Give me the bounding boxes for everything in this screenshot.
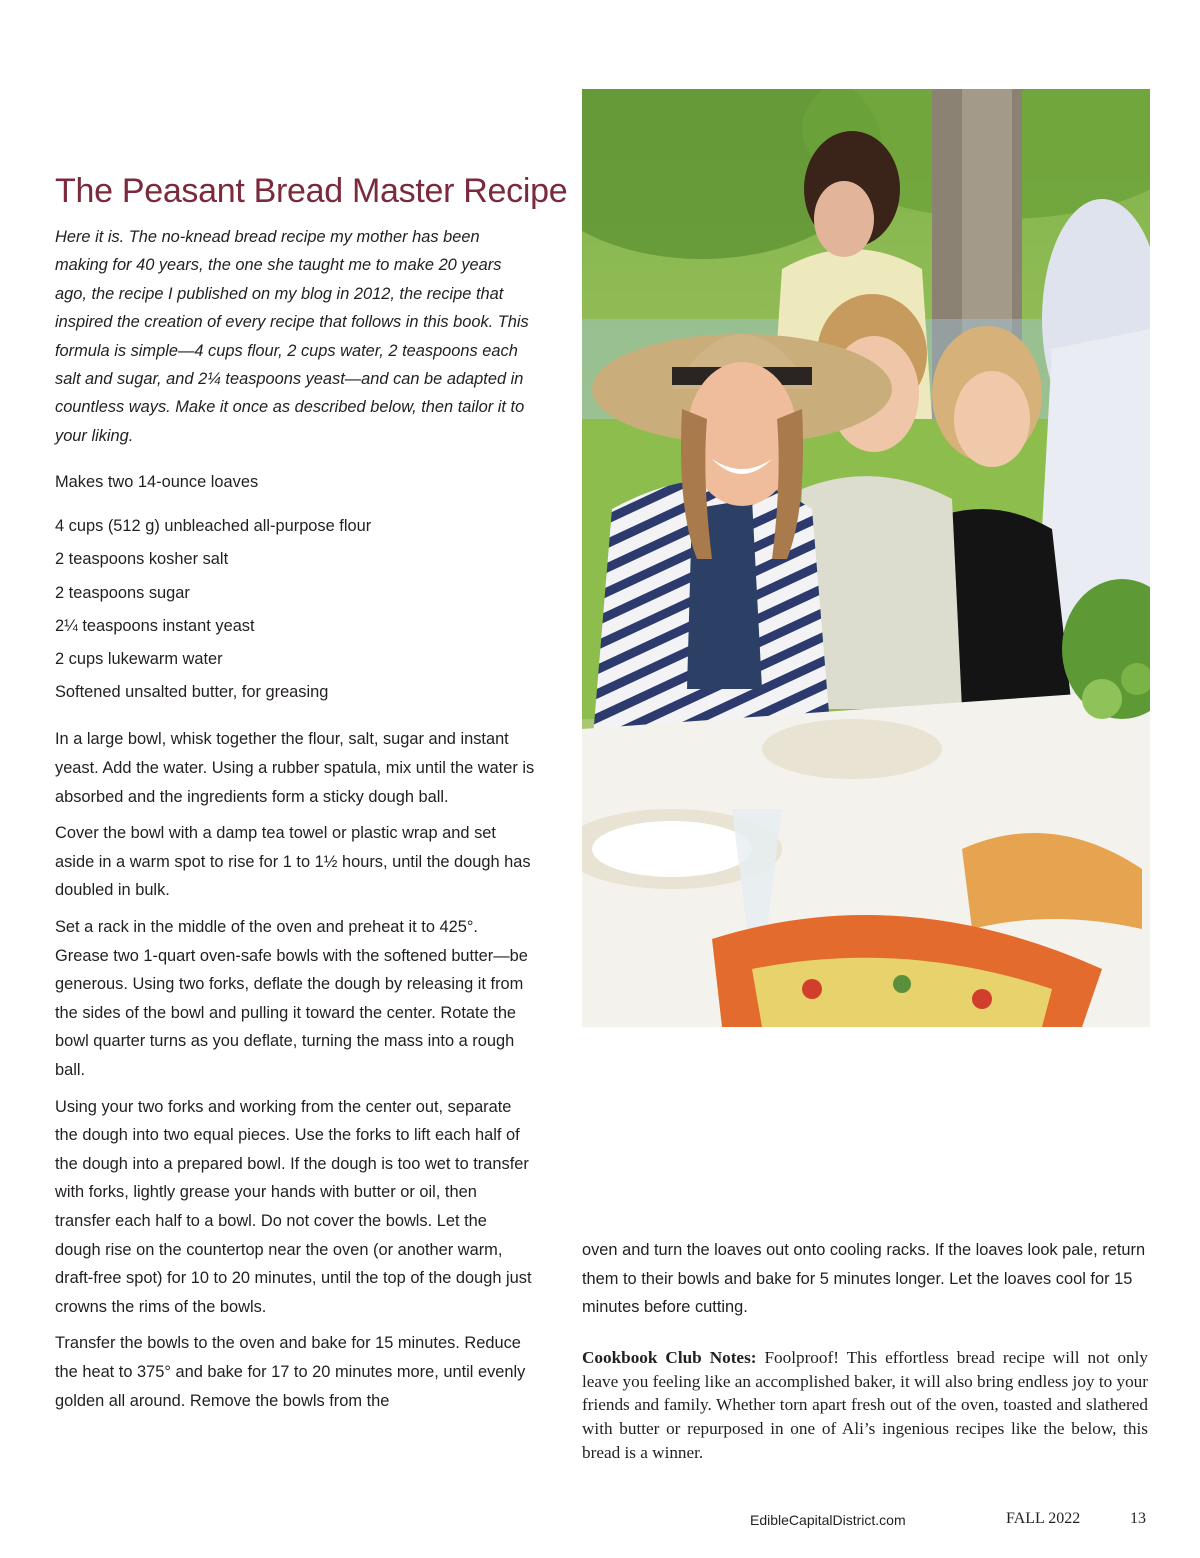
- ingredient-item: 2¼ teaspoons instant yeast: [55, 616, 255, 635]
- recipe-step: Transfer the bowls to the oven and bake for 15 minutes. Reduce the heat to 375° and bake for 17 to 20 minutes more, until evenly golden all around. Remove the bowls from the: [55, 1334, 526, 1410]
- continuation-text: oven and turn the loaves out onto cooling racks. If the loaves look pale, return them to their bowls and bake for 5 minutes longer. Let the loaves cool for 15 minutes before cutting.: [582, 1241, 1146, 1317]
- continuation-column: [582, 1236, 1148, 1465]
- page-footer: [0, 1512, 1200, 1534]
- outdoor-dinner-photo: [582, 89, 1150, 1027]
- recipe-step: In a large bowl, whisk together the flour, salt, sugar and instant yeast. Add the water. Using a rubber spatula, mix until the water is absorbed and the ingredients form a sticky dough ball.: [55, 730, 535, 806]
- notes-label: Cookbook Club Notes:: [582, 1347, 757, 1367]
- recipe-step: Using your two forks and working from the center out, separate the dough into two equal pieces. Use the forks to lift each half of the dough into a prepared bowl. If the dough is too wet to transfer with forks, lightly grease your hands with butter or oil, then transfer each half to a bowl. Do not cover the bowls. Let the dough rise on the countertop near the oven (or another warm, draft-free spot) for 10 to 20 minutes, until the top of the dough just crowns the rims of the bowls.: [55, 1097, 532, 1316]
- ingredient-item: 2 teaspoons sugar: [55, 583, 190, 602]
- recipe-step: Set a rack in the middle of the oven and preheat it to 425°. Grease two 1-quart oven-safe bowls with the softened butter—be generous. Using two forks, deflate the dough by releasing it from the sides of the bowl and pulling it toward the center. Rotate the bowl quarter turns as you deflate, turning the mass into a rough ball.: [55, 918, 528, 1079]
- article-title: The Peasant Bread Master Recipe: [55, 172, 568, 210]
- notes-text: Foolproof! This effortless bread recipe will not only leave you feeling like an accomplished baker, it will also bring endless joy to your friends and family. Whether torn apart fresh out of the oven, toasted and slathered with butter or repurposed in one of Ali’s ingenious recipes like the below, this bread is a winner.: [582, 1347, 1148, 1462]
- photo-illustration: [582, 89, 1150, 1027]
- recipe-step: Cover the bowl with a damp tea towel or plastic wrap and set aside in a warm spot to rise for 1 to 1½ hours, until the dough has doubled in bulk.: [55, 824, 531, 900]
- ingredient-list: [55, 510, 535, 709]
- cookbook-club-notes: [582, 1346, 1148, 1465]
- article-intro: Here it is. The no-knead bread recipe my mother has been making for 40 years, the one she taught me to make 20 years ago, the recipe I published on my blog in 2012, the recipe that inspired the creation of every recipe that follows in this book. This formula is simple—4 cups flour, 2 cups water, 2 teaspoons each salt and sugar, and 2¼ teaspoons yeast—and can be adapted in countless ways. Make it once as described below, then tailor it to your liking.: [55, 228, 529, 445]
- ingredient-item: 4 cups (512 g) unbleached all-purpose flour: [55, 517, 372, 536]
- recipe-column: [55, 172, 568, 1423]
- ingredient-item: Softened unsalted butter, for greasing: [55, 683, 329, 702]
- recipe-yield: Makes two 14-ounce loaves: [55, 473, 259, 492]
- page-number: 13: [1130, 1510, 1146, 1527]
- footer-issue: FALL 2022: [1006, 1510, 1081, 1527]
- footer-site: EdibleCapitalDistrict.com: [750, 1512, 906, 1528]
- ingredient-item: 2 cups lukewarm water: [55, 650, 223, 669]
- ingredient-item: 2 teaspoons kosher salt: [55, 550, 229, 569]
